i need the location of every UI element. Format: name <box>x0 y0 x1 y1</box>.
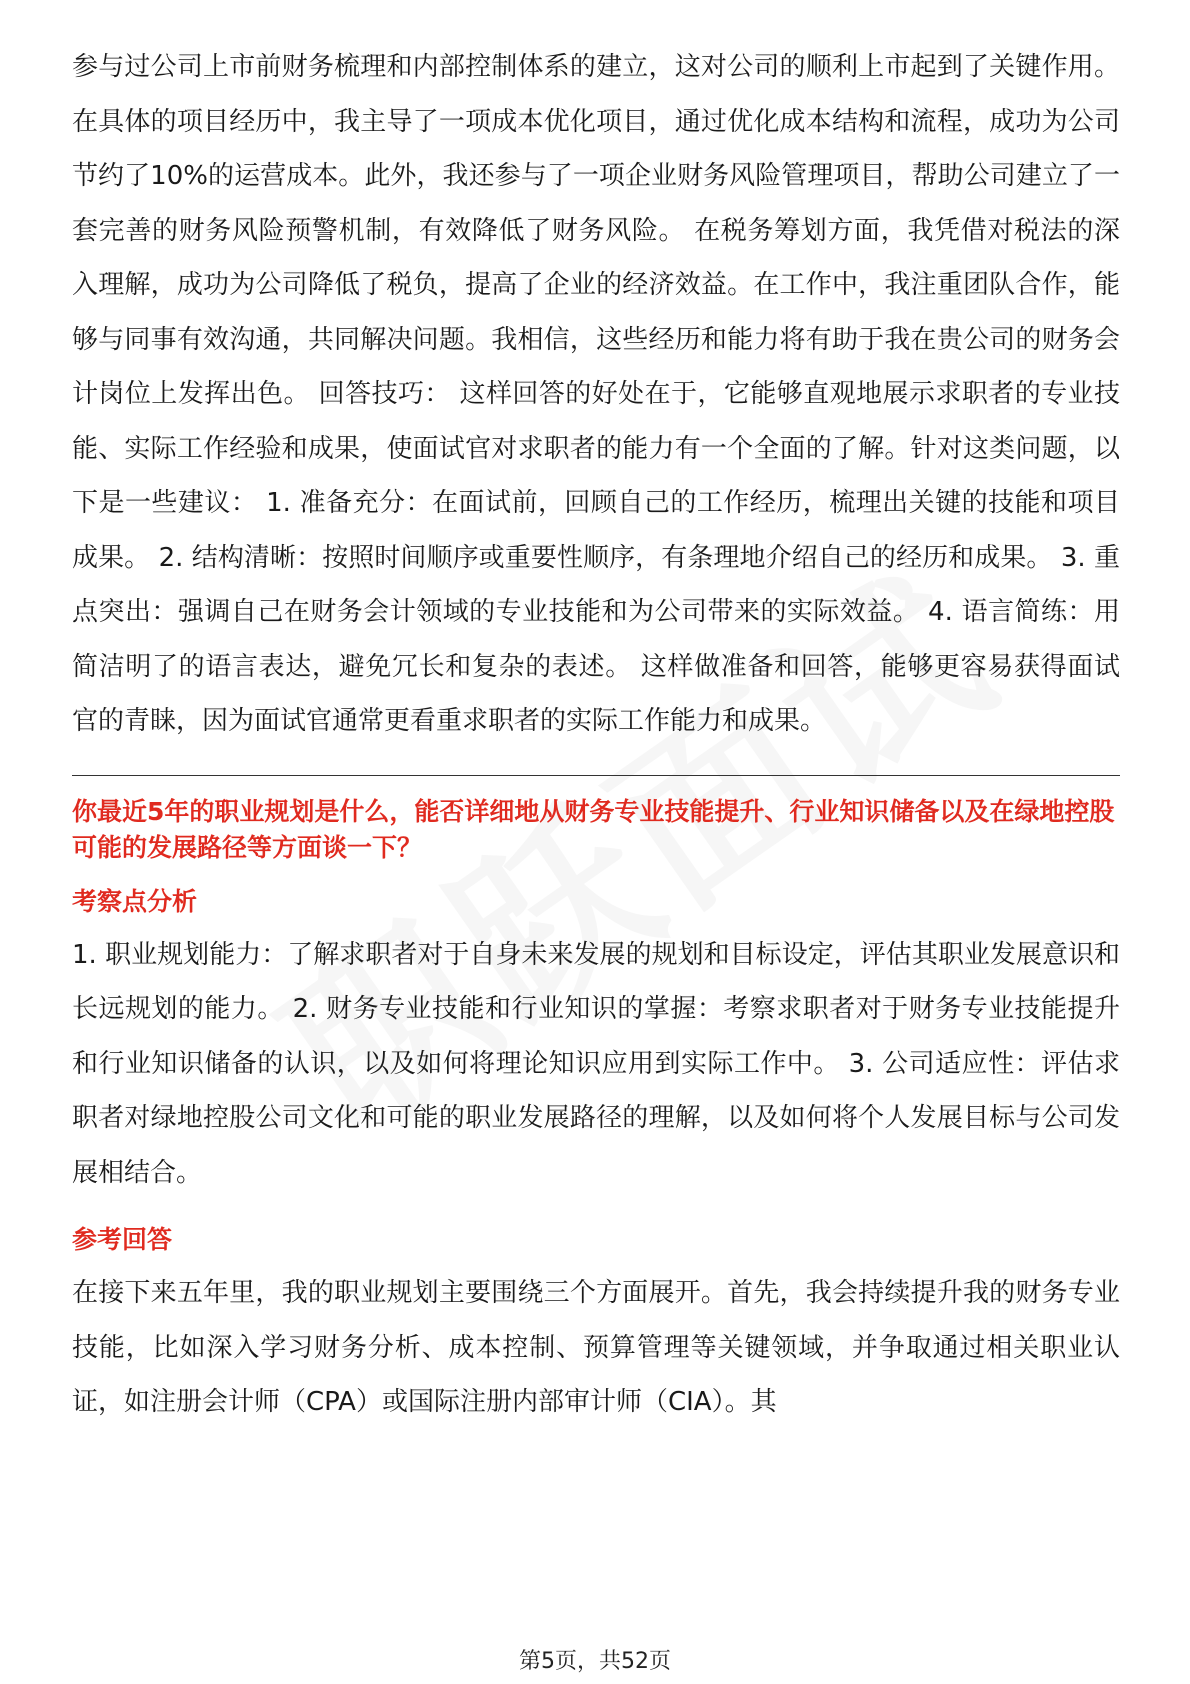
reference-answer-heading: 参考回答 <box>72 1225 173 1254</box>
previous-answer-paragraph: 参与过公司上市前财务梳理和内部控制体系的建立，这对公司的顺利上市起到了关键作用。 在具体的项目经历中，我主导了一项成本优化项目，通过优化成本结构和流程，成功为公司节约了10%的运营成本。此外，我还参与了一项企业财务风险管理项目，帮助公司建立了一套完善的财务风险预警机制，有效降低了财务风险。 在税务筹划方面，我凭借对税法的深入理解，成功为公司降低了税负，提高了企业的经济效益。在工作中，我注重团队合作，能够与同事有效沟通，共同解决问题。我相信，这些经历和能力将有助于我在贵公司的财务会计岗位上发挥出色。 回答技巧： 这样回答的好处在于，它能够直观地展示求职者的专业技能、实际工作经验和成果，使面试官对求职者的能力有一个全面的了解。针对这类问题，以下是一些建议： 1. 准备充分：在面试前，回顾自己的工作经历，梳理出关键的技能和项目成果。 2. 结构清晰：按照时间顺序或重要性顺序，有条理地介绍自己的经历和成果。 3. 重点突出：强调自己在财务会计领域的专业技能和为公司带来的实际效益。 4. 语言简练：用简洁明了的语言表达，避免冗长和复杂的表述。 这样做准备和回答，能够更容易获得面试官的青睐，因为面试官通常更看重求职者的实际工作能力和成果。 <box>72 52 1120 736</box>
page-content <box>72 40 1120 1430</box>
analysis-heading: 考察点分析 <box>72 886 198 916</box>
section-divider <box>72 775 1120 776</box>
analysis-paragraph: 1. 职业规划能力：了解求职者对于自身未来发展的规划和目标设定，评估其职业发展意识和长远规划的能力。 2. 财务专业技能和行业知识的掌握：考察求职者对于财务专业技能提升和行业知识储备的认识，以及如何将理论知识应用到实际工作中。 3. 公司适应性：评估求职者对绿地控股公司文化和可能的职业发展路径的理解，以及如何将个人发展目标与公司发展相结合。 <box>72 939 1120 1188</box>
page-number: 第5页，共52页 <box>519 1649 671 1674</box>
interview-question: 你最近5年的职业规划是什么，能否详细地从财务专业技能提升、行业知识储备以及在绿地控股可能的发展路径等方面谈一下？ <box>72 796 1115 862</box>
reference-answer-paragraph: 在接下来五年里，我的职业规划主要围绕三个方面展开。首先，我会持续提升我的财务专业技能，比如深入学习财务分析、成本控制、预算管理等关键领域，并争取通过相关职业认证，如注册会计师（CPA）或国际注册内部审计师（CIA）。其 <box>72 1278 1120 1417</box>
